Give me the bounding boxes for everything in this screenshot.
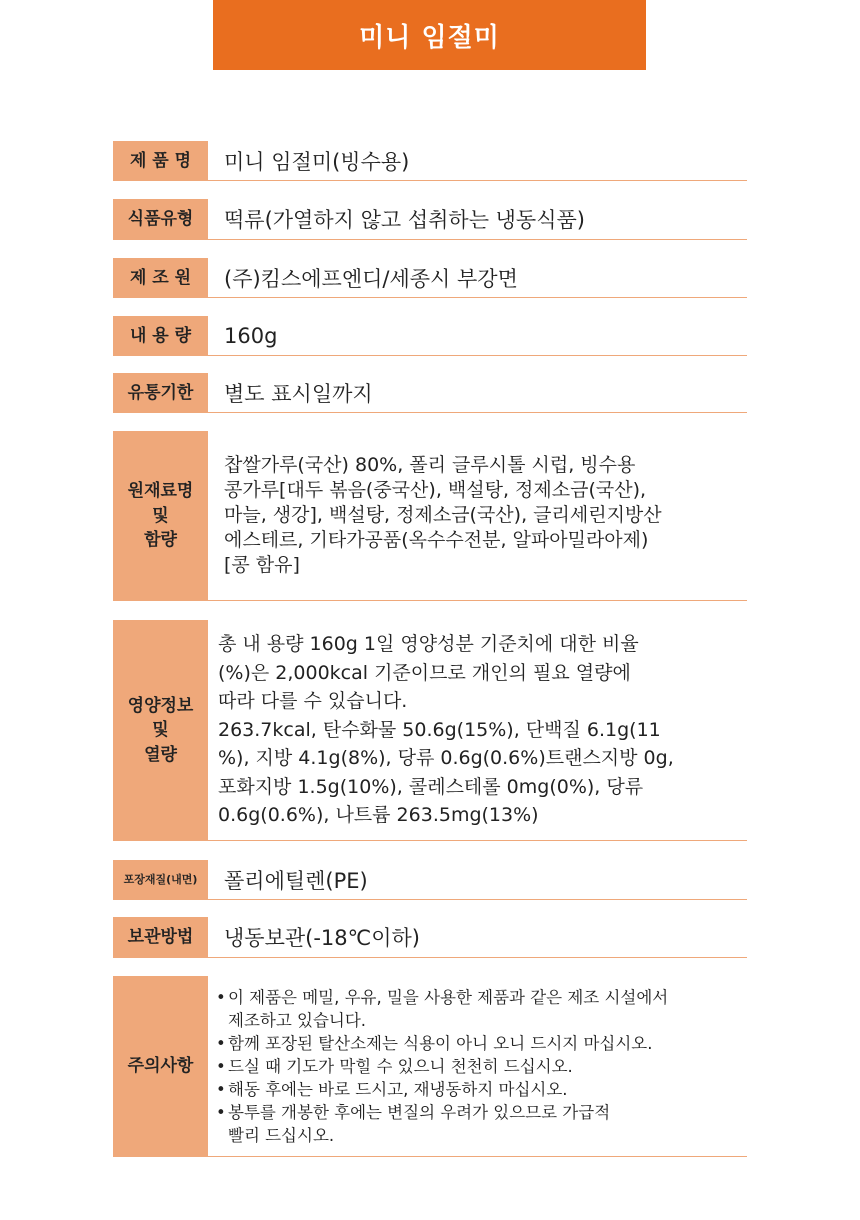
label-net-weight: 내 용 량 <box>113 316 208 356</box>
label-expiry: 유통기한 <box>113 373 208 413</box>
bullet-icon: • <box>216 1033 226 1053</box>
nutrition-line: %), 지방 4.1g(8%), 당류 0.6g(0.6%)트랜스지방 0g, <box>218 747 674 770</box>
value-packaging: 폴리에틸렌(PE) <box>208 860 747 900</box>
value-food-type: 떡류(가열하지 않고 섭취하는 냉동식품) <box>208 199 747 240</box>
caution-item <box>216 1078 568 1101</box>
value-ingredients <box>208 431 747 601</box>
label-manufacturer: 제 조 원 <box>113 258 208 298</box>
product-title-banner <box>213 0 646 70</box>
row-product-name <box>113 141 747 181</box>
row-ingredients <box>113 431 747 601</box>
caution-item <box>216 1055 573 1078</box>
label-nutrition-line-2: 및 <box>152 720 169 741</box>
ingredients-line: 마늘, 생강], 백설탕, 정제소금(국산), 글리세린지방산 <box>224 504 662 526</box>
label-storage: 보관방법 <box>113 917 208 958</box>
value-net-weight: 160g <box>208 316 747 356</box>
label-nutrition <box>113 620 208 841</box>
row-net-weight <box>113 316 747 356</box>
ingredients-line: [콩 함유] <box>224 554 300 576</box>
nutrition-line: 0.6g(0.6%), 나트륨 263.5mg(13%) <box>218 804 539 827</box>
nutrition-line: (%)은 2,000kcal 기준이므로 개인의 필요 열량에 <box>218 661 631 684</box>
label-ingredients <box>113 431 208 601</box>
caution-line: 해동 후에는 바로 드시고, 재냉동하지 마십시오. <box>228 1079 568 1099</box>
value-manufacturer: (주)킴스에프엔디/세종시 부강면 <box>208 258 747 298</box>
nutrition-line: 따라 다를 수 있습니다. <box>218 690 408 713</box>
value-cautions <box>208 976 747 1157</box>
row-packaging <box>113 860 747 900</box>
ingredients-line: 콩가루[대두 볶음(중국산), 백설탕, 정제소금(국산), <box>224 479 647 501</box>
value-storage: 냉동보관(-18℃이하) <box>208 917 747 958</box>
caution-item <box>216 1101 610 1147</box>
label-product-name: 제 품 명 <box>113 141 208 181</box>
bullet-icon: • <box>216 1102 226 1122</box>
label-cautions: 주의사항 <box>113 976 208 1157</box>
label-ingredients-line-2: 및 <box>152 505 169 526</box>
bullet-icon: • <box>216 987 226 1007</box>
product-title: 미니 임절미 <box>359 22 500 53</box>
caution-line: 제조하고 있습니다. <box>228 1010 367 1030</box>
ingredients-line: 찹쌀가루(국산) 80%, 폴리 글루시톨 시럽, 빙수용 <box>224 454 636 476</box>
nutrition-line: 포화지방 1.5g(10%), 콜레스테롤 0mg(0%), 당류 <box>218 775 644 798</box>
value-nutrition <box>208 620 747 841</box>
caution-line: 이 제품은 메밀, 우유, 밀을 사용한 제품과 같은 제조 시설에서 <box>228 987 669 1007</box>
value-expiry: 별도 표시일까지 <box>208 373 747 413</box>
row-expiry <box>113 373 747 413</box>
label-nutrition-line-3: 열량 <box>144 744 177 765</box>
nutrition-line: 263.7kcal, 탄수화물 50.6g(15%), 단백질 6.1g(11 <box>218 718 661 741</box>
caution-item <box>216 1032 653 1055</box>
caution-line: 빨리 드십시오. <box>228 1125 335 1145</box>
caution-line: 봉투를 개봉한 후에는 변질의 우려가 있으므로 가급적 <box>228 1102 611 1122</box>
nutrition-line: 총 내 용량 160g 1일 영양성분 기준치에 대한 비율 <box>218 633 639 656</box>
bullet-icon: • <box>216 1079 226 1099</box>
label-nutrition-line-1: 영양정보 <box>127 695 194 716</box>
bullet-icon: • <box>216 1056 226 1076</box>
caution-line: 함께 포장된 탈산소제는 식용이 아니 오니 드시지 마십시오. <box>228 1033 653 1053</box>
label-ingredients-line-3: 함량 <box>144 530 177 551</box>
caution-item <box>216 986 668 1032</box>
ingredients-line: 에스테르, 기타가공품(옥수수전분, 알파아밀라아제) <box>224 529 649 551</box>
row-manufacturer <box>113 258 747 298</box>
label-food-type: 식품유형 <box>113 199 208 240</box>
value-product-name: 미니 임절미(빙수용) <box>208 141 747 181</box>
row-cautions <box>113 976 747 1157</box>
row-storage <box>113 917 747 958</box>
label-packaging: 포장재질(내면) <box>113 860 208 900</box>
label-ingredients-line-1: 원재료명 <box>127 481 194 502</box>
caution-line: 드실 때 기도가 막힐 수 있으니 천천히 드십시오. <box>228 1056 573 1076</box>
row-food-type <box>113 199 747 240</box>
row-nutrition <box>113 620 747 841</box>
